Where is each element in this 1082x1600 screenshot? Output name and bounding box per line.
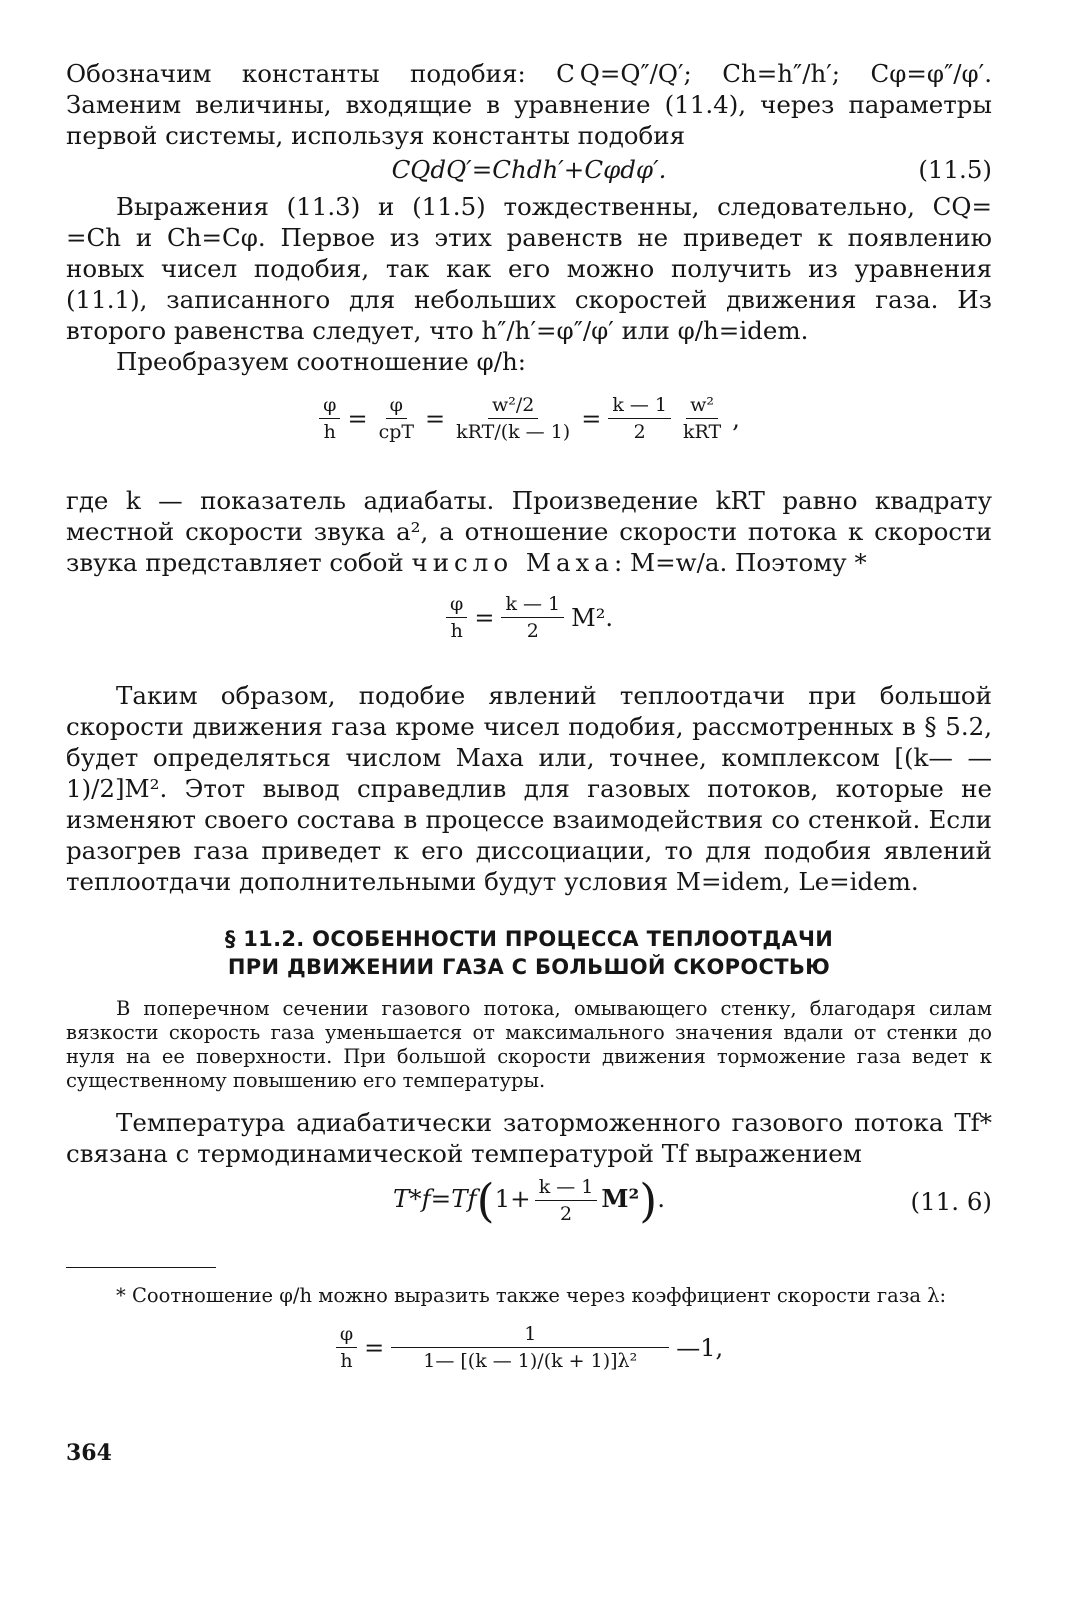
paragraph-mach: где k — показатель адиабаты. Произведение kRT равно квадрату местной скорости звука a², а отношение скорости потока к скорости звука представляет собой число Маха: M=w/a. Поэтому *: [66, 486, 992, 577]
section-abstract: В поперечном сечении газового потока, омывающего стенку, благодаря силам вязкости скорость газа уменьшается от максимального значения вдали от стенки до нуля на ее поверхности. При большой скорости движения торможение газа ведет к существенному повышению его температуры.: [66, 997, 992, 1092]
paragraph-transform: Преобразуем соотношение φ/h:: [116, 347, 526, 376]
formula-phi-h-expansion: $\frac{\varphi}{h}$ = $\frac{\varphi}{\text{cpT}}$ = $\frac{\text{w²/2}}{\text{kRT/(k — 1)}}$ = $\frac{k — 1}{2}$ $\frac{\text{w²}}{\text{kRT}}$ ,: [66, 377, 992, 485]
equation-11-5: [66, 151, 992, 191]
fraction: $\frac{\varphi}{h}$: [319, 393, 340, 444]
equation-11-5-number: (11.5): [918, 155, 992, 184]
paragraph-temperature: Температура адиабатически заторможенного газового потока Tf* связана с термодинамической температурой Tf выражением: [66, 1108, 992, 1168]
footnote-text: * Соотношение φ/h можно выразить также через коэффициент скорости газа λ:: [116, 1284, 947, 1307]
equation-11-6: T*f=Tf(1+ $\frac{k — 1}{2}$ M²). (11. 6): [393, 1173, 992, 1228]
fraction: $\frac{k — 1}{2}$: [608, 393, 671, 444]
fraction: $\frac{k — 1}{2}$: [535, 1175, 598, 1226]
section-heading-line-1: § 11.2. ОСОБЕННОСТИ ПРОЦЕССА ТЕПЛООТДАЧИ: [224, 927, 834, 951]
footnote-formula: $\frac{\varphi}{h}$ = $\frac{1}{\text{1— [(k — 1)/(k + 1)]λ²}}$ —1,: [66, 1310, 992, 1373]
page-number: 364: [66, 1440, 112, 1466]
fraction: $\frac{\varphi}{h}$: [446, 592, 467, 643]
paragraph-identity: Выражения (11.3) и (11.5) тождественны, следовательно, CQ= =Ch и Ch=Cφ. Первое из этих равенств не приведет к появлению новых чисел подобия, так как его можно получить из уравнения (11.1), записанного для небольших скоростей движения газа. Из второго равенства следует, что h″/h′=φ″/φ′ или φ/h=idem.: [66, 192, 992, 345]
paragraph-conclusion: Таким образом, подобие явлений теплоотдачи при большой скорости движения газа кроме чисел подобия, рассмотренных в § 5.2, будет определяться числом Маха или, точнее, комплексом [(k— —1)/2]M². Этот вывод справедлив для газовых потоков, которые не изменяют своего состава в процессе взаимодействия со стенкой. Если разогрев газа приведет к его диссоциации, то для подобия явлений теплоотдачи дополнительными будут условия M=idem, Le=idem.: [66, 681, 992, 896]
equation-11-6-number: (11. 6): [910, 1187, 992, 1216]
fraction: $\frac{1}{\text{1— [(k — 1)/(k + 1)]λ²}}$: [391, 1322, 669, 1373]
fraction: $\frac{\text{w²}}{\text{kRT}}$: [683, 394, 722, 443]
equation-11-5-text: CQdQ′=Chdh′+Cφdφ′.: [391, 155, 667, 184]
fraction: $\frac{\text{w²/2}}{\text{kRT/(k — 1)}}$: [456, 394, 571, 443]
section-heading-line-2: ПРИ ДВИЖЕНИИ ГАЗА С БОЛЬШОЙ СКОРОСТЬЮ: [227, 955, 831, 979]
fraction: $\frac{k — 1}{2}$: [501, 592, 564, 643]
page-body: [66, 58, 992, 1373]
paragraph-intro: Обозначим константы подобия: C Q=Q″/Q′; Ch=h″/h′; Cφ=φ″/φ′. Заменим величины, входящие в уравнение (11.4), через параметры первой системы, используя константы подобия: [66, 59, 992, 150]
formula-phi-h-mach: $\frac{\varphi}{h}$ = $\frac{k — 1}{2}$ M².: [66, 578, 992, 680]
fraction: $\frac{\varphi}{h}$: [336, 1322, 357, 1373]
fraction: $\frac{\varphi}{\text{cpT}}$: [378, 394, 415, 443]
